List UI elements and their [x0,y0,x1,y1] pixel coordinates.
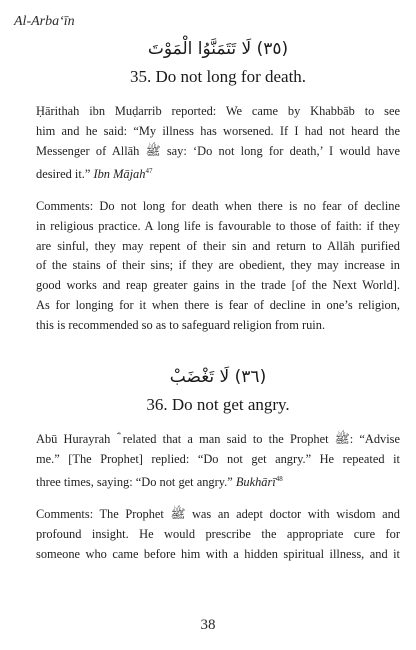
text-line: As for longing for it when there is fear of decline in one’s religion, [36,298,400,313]
comments-paragraph [36,197,400,336]
text-line: of the stains of their sins; if they are obedient, they may increase in [36,258,400,273]
hadith-36 [36,366,400,565]
english-heading: 35. Do not long for death. [129,67,307,86]
running-head: Al-Arba‘īn [14,14,75,29]
footnote-marker: 48 [275,474,283,483]
narration-paragraph [36,102,400,185]
narration-paragraph [36,430,400,493]
text-line [36,162,400,185]
text-line: Ḥārithah ibn Muḍarrib reported: We came by Khabbāb to see [36,104,400,118]
hadith-35 [36,38,400,336]
text-line [36,470,400,493]
narration-end: desired it.” [36,166,91,181]
text-line: Abū Hurayrah ؓ related that a man said to the Prophet ﷺ: “Advise [36,432,400,446]
text-line: someone who came before him with a hidden spiritual illness, and it [36,546,400,561]
source-citation: Ibn Mājah [93,166,146,181]
arabic-heading: (٣٥) لَا تَتَمَنَّوُا الْمَوْتَ [147,39,289,59]
text-line: good works and reap greater gains in the trade [of the Next World]. [36,278,400,293]
footnote-marker: 47 [145,166,153,175]
comments-paragraph [36,505,400,565]
source-citation: Bukhārī [235,474,276,489]
narration-end: three times, saying: “Do not get angry.” [36,474,233,489]
text-line: this is recommended so as to safeguard religion from ruin. [36,318,326,333]
text-line: profound insight. He would prescribe the appropriate cure for [36,526,400,541]
text-line: Comments: Do not long for death when there is no fear of decline [36,198,400,213]
text-line: are sinful, they may repent of their sin and return to Allāh purified [36,238,400,253]
arabic-heading: (٣٦) لَا تَغْضَبْ [169,367,267,387]
text-line: Messenger of Allāh ﷺ say: ‘Do not long for death,’ I would have [36,143,400,158]
text-line: in religious practice. A long life is favourable to those of faith: if they [36,218,400,233]
page-number: 38 [200,617,216,633]
text-line: him and he said: “My illness has worsened. If I had not heard the [36,123,400,138]
english-heading: 36. Do not get angry. [146,395,290,414]
text-line: me.” [The Prophet] replied: “Do not get angry.” He repeated it [36,451,400,466]
text-line: Comments: The Prophet ﷺ was an adept doctor with wisdom and [36,506,400,521]
